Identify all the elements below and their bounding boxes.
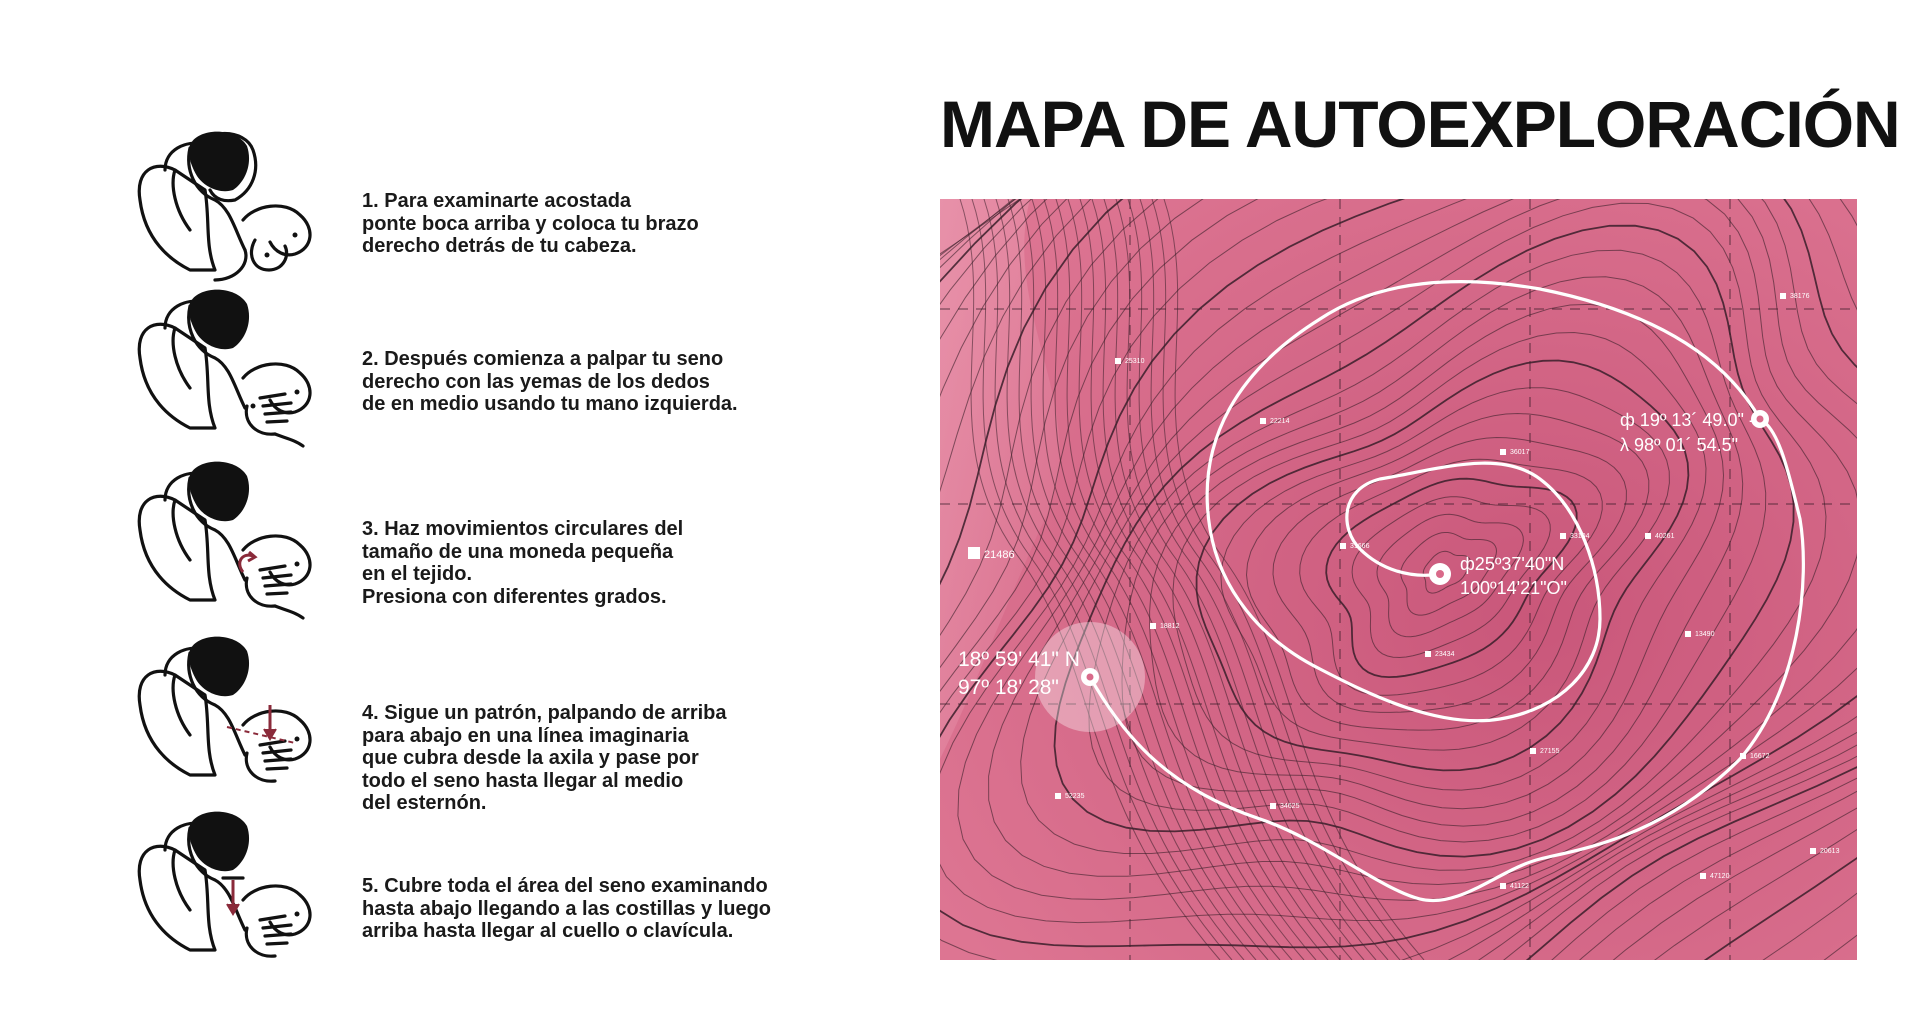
elevation-marker xyxy=(1685,631,1715,638)
contour-map-svg xyxy=(940,199,1857,960)
elevation-marker xyxy=(1530,748,1560,755)
svg-text:16672: 16672 xyxy=(1750,753,1770,760)
svg-text:22214: 22214 xyxy=(1270,418,1290,425)
svg-text:52235: 52235 xyxy=(1065,793,1085,800)
svg-text:34625: 34625 xyxy=(1280,803,1300,810)
svg-text:27155: 27155 xyxy=(1540,748,1560,755)
elevation-marker xyxy=(1700,873,1730,880)
step-3-line: 3. Haz movimientos circulares del xyxy=(362,518,684,540)
step-1-line: derecho detrás de tu cabeza. xyxy=(362,235,637,257)
coord-right-lat: ф 19º 13´ 49.0" - xyxy=(1620,410,1755,430)
coord-center-lat: ф25º37'40"N xyxy=(1460,554,1565,574)
coord-center-lon: 100º14'21"O" xyxy=(1460,578,1567,598)
step-5-line: hasta abajo llegando a las costillas y luego xyxy=(362,897,772,920)
step-4-text xyxy=(362,702,727,815)
step-2 xyxy=(135,288,835,448)
breast-exam-circular-icon xyxy=(135,460,335,620)
elevation-marker xyxy=(1270,803,1300,810)
svg-text:38176: 38176 xyxy=(1790,293,1810,300)
breast-exam-vertical-icon xyxy=(135,635,335,795)
svg-text:20613: 20613 xyxy=(1820,848,1840,855)
svg-text:25310: 25310 xyxy=(1125,358,1145,365)
map-background xyxy=(940,199,1857,960)
svg-text:36017: 36017 xyxy=(1510,449,1530,456)
svg-text:41122: 41122 xyxy=(1510,883,1529,890)
breast-exam-lying-icon xyxy=(135,130,335,290)
elevation-marker xyxy=(1810,848,1840,855)
step-5-line: 5. Cubre toda el área del seno examinando xyxy=(362,875,768,897)
elevation-marker xyxy=(968,547,1015,561)
step-2-line: 2. Después comienza a palpar tu seno xyxy=(362,348,724,370)
page-title: MAPA DE AUTOEXPLORACIÓN xyxy=(940,87,1900,161)
step-5 xyxy=(135,810,835,970)
svg-text:33104: 33104 xyxy=(1570,533,1590,540)
step-2-line: de en medio usando tu mano izquierda. xyxy=(362,393,738,415)
svg-text:13490: 13490 xyxy=(1695,631,1715,638)
step-1-line: 1. Para examinarte acostada xyxy=(362,190,632,212)
coord-right-lon: λ 98º 01´ 54.5" xyxy=(1620,435,1739,455)
topographic-map xyxy=(940,199,1857,960)
svg-text:23434: 23434 xyxy=(1435,651,1455,658)
coord-left-lon: 97º 18' 28" xyxy=(958,676,1059,699)
step-3 xyxy=(135,460,835,620)
elevation-marker xyxy=(1055,793,1085,800)
step-4-line: todo el seno hasta llegar al medio xyxy=(362,769,684,792)
elevation-marker xyxy=(1260,418,1290,425)
step-3-line: tamaño de una moneda pequeña xyxy=(362,540,674,563)
step-5-line: arriba hasta llegar al cuello o clavícula. xyxy=(362,920,734,942)
step-4-line: 4. Sigue un patrón, palpando de arriba xyxy=(362,702,727,724)
step-4-line: para abajo en una línea imaginaria xyxy=(362,724,689,747)
svg-text:40261: 40261 xyxy=(1655,533,1675,540)
step-4-line: que cubra desde la axila y pase por xyxy=(362,747,699,769)
step-2-line: derecho con las yemas de los dedos xyxy=(362,370,710,393)
elevation-marker xyxy=(1500,883,1529,890)
breast-exam-palpate-icon xyxy=(135,288,335,448)
step-1 xyxy=(135,130,835,290)
step-2-text xyxy=(362,348,738,416)
step-1-text xyxy=(362,190,699,258)
breast-exam-full-area-icon xyxy=(135,810,335,970)
step-3-line: Presiona con diferentes grados. xyxy=(362,585,667,608)
svg-text:18812: 18812 xyxy=(1160,623,1180,630)
step-4-line: del esternón. xyxy=(362,792,487,814)
step-4 xyxy=(135,635,835,814)
svg-text:21486: 21486 xyxy=(984,549,1015,561)
step-1-line: ponte boca arriba y coloca tu brazo xyxy=(362,212,699,235)
elevation-marker xyxy=(1425,651,1455,658)
coord-left-lat: 18º 59' 41" N xyxy=(958,648,1080,671)
elevation-marker xyxy=(1645,533,1675,540)
svg-text:31666: 31666 xyxy=(1350,543,1370,550)
step-3-line: en el tejido. xyxy=(362,563,473,585)
step-5-text xyxy=(362,875,771,943)
elevation-marker xyxy=(1780,293,1810,300)
step-3-text xyxy=(362,518,683,608)
elevation-marker xyxy=(1150,623,1180,630)
elevation-marker xyxy=(1115,358,1145,365)
svg-text:47120: 47120 xyxy=(1710,873,1730,880)
elevation-marker xyxy=(1500,449,1530,456)
